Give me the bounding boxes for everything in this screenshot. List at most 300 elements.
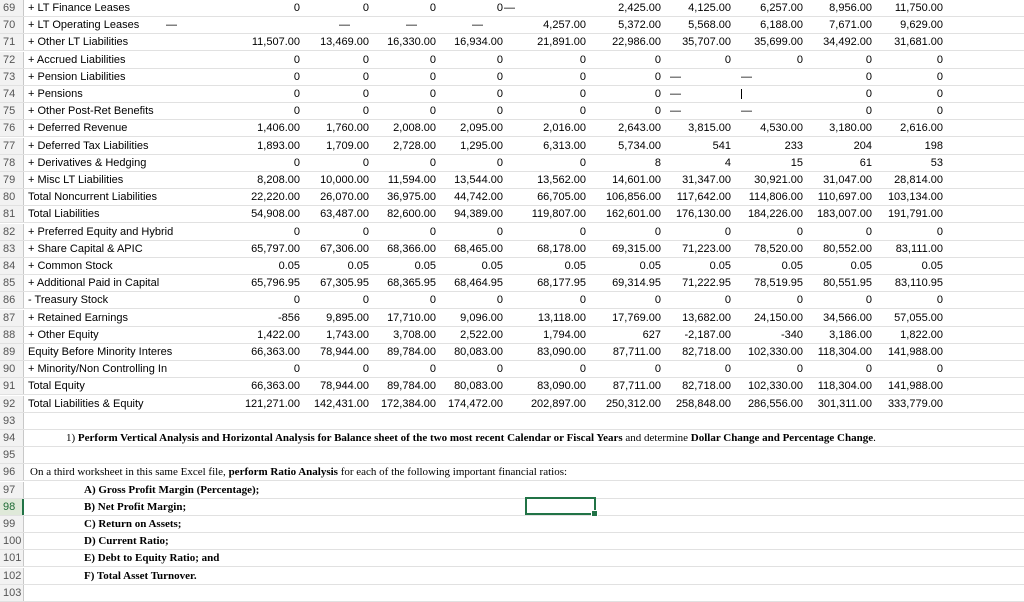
value-cell[interactable]: 67,306.00 bbox=[320, 242, 369, 255]
value-cell[interactable]: 89,784.00 bbox=[387, 346, 436, 358]
value-cell[interactable]: 0 bbox=[362, 294, 369, 307]
value-cell[interactable]: 80,552.00 bbox=[823, 242, 872, 255]
row-header[interactable]: 96 bbox=[0, 464, 24, 480]
row-header[interactable]: 82 bbox=[0, 224, 24, 240]
value-cell[interactable]: 0 bbox=[579, 88, 586, 100]
value-cell[interactable]: 0 bbox=[654, 225, 661, 238]
value-cell[interactable]: 0 bbox=[293, 363, 300, 376]
value-cell[interactable]: 1,406.00 bbox=[257, 122, 300, 135]
value-cell[interactable]: 11,750.00 bbox=[894, 2, 943, 14]
row-header[interactable]: 87 bbox=[0, 310, 24, 326]
value-cell[interactable]: 0.05 bbox=[781, 260, 803, 272]
row-header[interactable]: 72 bbox=[0, 52, 24, 68]
value-cell[interactable]: 63,487.00 bbox=[320, 208, 369, 221]
value-cell[interactable]: 0 bbox=[724, 294, 731, 307]
value-cell[interactable]: 0 bbox=[429, 53, 436, 66]
value-cell[interactable]: 0 bbox=[429, 294, 436, 307]
value-cell[interactable]: 0 bbox=[362, 363, 369, 376]
row-header[interactable]: 76 bbox=[0, 120, 24, 136]
value-cell[interactable]: 0 bbox=[654, 70, 661, 83]
row-header[interactable]: 100 bbox=[0, 533, 24, 549]
row-label-cell[interactable]: + LT Finance Leases bbox=[28, 2, 131, 14]
value-cell[interactable]: 3,186.00 bbox=[829, 328, 872, 341]
value-cell[interactable]: 0 bbox=[496, 53, 503, 66]
value-cell[interactable]: 9,096.00 bbox=[460, 311, 503, 324]
value-cell[interactable]: 174,472.00 bbox=[447, 397, 503, 410]
value-cell[interactable]: 183,007.00 bbox=[816, 208, 872, 221]
row-label-cell[interactable]: Equity Before Minority Interes bbox=[28, 346, 173, 358]
value-cell[interactable]: 0 bbox=[796, 53, 803, 66]
value-cell[interactable]: 2,016.00 bbox=[543, 122, 586, 135]
row-header[interactable]: 90 bbox=[0, 361, 24, 377]
value-cell[interactable]: 36,975.00 bbox=[387, 191, 436, 204]
value-cell[interactable]: 13,469.00 bbox=[320, 36, 369, 49]
value-cell[interactable]: 1,794.00 bbox=[543, 328, 586, 341]
value-cell[interactable]: 8,208.00 bbox=[257, 174, 300, 186]
row-label-cell[interactable]: + Retained Earnings bbox=[28, 311, 128, 324]
row-header[interactable]: 92 bbox=[0, 396, 24, 412]
row-header[interactable]: 78 bbox=[0, 155, 24, 171]
value-cell[interactable]: 0 bbox=[293, 294, 300, 307]
note-bold-text: Dollar Change and Percentage Change bbox=[690, 432, 874, 444]
row-header[interactable]: 91 bbox=[0, 378, 24, 394]
value-cell[interactable]: 78,519.95 bbox=[754, 277, 803, 290]
value-cell[interactable]: 35,707.00 bbox=[682, 36, 731, 49]
value-cell[interactable]: 0 bbox=[496, 225, 503, 238]
row-label-cell[interactable]: + Preferred Equity and Hybrid bbox=[28, 225, 174, 238]
selected-cell[interactable] bbox=[525, 497, 596, 515]
value-cell[interactable]: 7,671.00 bbox=[829, 19, 872, 32]
value-cell[interactable]: 0 bbox=[293, 2, 300, 14]
value-cell[interactable]: 0 bbox=[579, 156, 586, 169]
value-cell[interactable]: 0 bbox=[429, 2, 436, 14]
value-cell[interactable]: 83,110.95 bbox=[894, 277, 943, 290]
value-cell[interactable]: 0 bbox=[293, 156, 300, 169]
row-header[interactable]: 101 bbox=[0, 550, 24, 566]
value-cell[interactable]: 5,734.00 bbox=[618, 139, 661, 152]
value-cell[interactable]: 1,709.00 bbox=[326, 139, 369, 152]
value-cell[interactable]: 78,944.00 bbox=[320, 346, 369, 358]
value-cell[interactable]: 0.05 bbox=[278, 260, 300, 272]
value-cell[interactable]: 0 bbox=[496, 363, 503, 376]
value-cell[interactable]: 0 bbox=[654, 105, 661, 118]
value-cell[interactable]: 22,986.00 bbox=[612, 36, 661, 49]
value-cell[interactable]: 13,562.00 bbox=[537, 174, 586, 186]
value-cell[interactable]: 0 bbox=[865, 70, 872, 83]
value-cell[interactable]: 0.05 bbox=[414, 260, 436, 272]
value-cell[interactable]: 184,226.00 bbox=[747, 208, 803, 221]
row-header[interactable]: 95 bbox=[0, 447, 24, 463]
row-header[interactable]: 79 bbox=[0, 172, 24, 188]
value-cell[interactable]: 65,797.00 bbox=[251, 242, 300, 255]
value-cell[interactable]: 0 bbox=[796, 225, 803, 238]
value-cell[interactable]: 10,000.00 bbox=[320, 174, 369, 186]
value-cell[interactable]: 301,311.00 bbox=[817, 397, 872, 410]
sheet-row bbox=[0, 52, 1024, 69]
value-cell[interactable]: 0 bbox=[579, 363, 586, 376]
row-header[interactable]: 84 bbox=[0, 258, 24, 274]
value-cell[interactable]: 198 bbox=[924, 139, 943, 152]
value-cell[interactable]: 54,908.00 bbox=[251, 208, 300, 221]
value-cell[interactable]: 9,629.00 bbox=[900, 19, 943, 32]
value-cell[interactable]: 71,223.00 bbox=[682, 242, 731, 255]
value-cell[interactable]: 106,856.00 bbox=[605, 191, 661, 204]
value-cell[interactable]: 80,551.95 bbox=[823, 277, 872, 290]
value-cell[interactable]: 0 bbox=[362, 88, 369, 100]
value-cell[interactable]: 191,791.00 bbox=[887, 208, 943, 221]
value-cell[interactable]: 16,934.00 bbox=[454, 36, 503, 49]
value-cell[interactable]: 102,330.00 bbox=[747, 380, 803, 393]
row-header[interactable]: 85 bbox=[0, 275, 24, 291]
value-cell[interactable]: 258,848.00 bbox=[675, 397, 731, 410]
value-cell[interactable]: 34,492.00 bbox=[823, 36, 872, 49]
value-cell[interactable]: 11,594.00 bbox=[387, 174, 436, 186]
value-cell[interactable]: 8 bbox=[654, 156, 661, 169]
value-cell[interactable]: 0 bbox=[796, 294, 803, 307]
value-cell[interactable]: 541 bbox=[712, 139, 731, 152]
sheet-row bbox=[0, 447, 1024, 464]
value-cell[interactable]: 80,083.00 bbox=[454, 346, 503, 358]
value-cell[interactable]: 1,743.00 bbox=[326, 328, 369, 341]
row-header[interactable]: 77 bbox=[0, 138, 24, 154]
value-cell[interactable]: 4,530.00 bbox=[760, 122, 803, 135]
value-cell[interactable]: 14,601.00 bbox=[612, 174, 661, 186]
row-label-cell[interactable]: + Deferred Tax Liabilities bbox=[28, 139, 149, 152]
row-label-cell[interactable]: - Treasury Stock bbox=[28, 294, 109, 307]
value-cell[interactable]: 83,090.00 bbox=[537, 346, 586, 358]
row-header[interactable]: 102 bbox=[0, 568, 24, 584]
row-header[interactable]: 73 bbox=[0, 69, 24, 85]
value-cell[interactable]: 0 bbox=[429, 225, 436, 238]
value-cell[interactable]: 0 bbox=[936, 53, 943, 66]
value-cell[interactable]: 0 bbox=[865, 225, 872, 238]
row-header[interactable]: 88 bbox=[0, 327, 24, 343]
value-cell[interactable]: 0 bbox=[496, 156, 503, 169]
row-header[interactable]: 75 bbox=[0, 103, 24, 119]
value-cell[interactable]: 1,295.00 bbox=[460, 139, 503, 152]
value-cell[interactable]: 3,708.00 bbox=[393, 328, 436, 341]
sheet-row bbox=[0, 138, 1024, 155]
row-label-cell[interactable]: + Misc LT Liabilities bbox=[28, 174, 124, 186]
value-cell[interactable]: -340 bbox=[780, 328, 803, 341]
value-cell[interactable]: 0 bbox=[579, 294, 586, 307]
value-cell[interactable]: 65,796.95 bbox=[251, 277, 300, 290]
value-cell[interactable]: 2,095.00 bbox=[460, 122, 503, 135]
value-cell[interactable]: 0 bbox=[293, 105, 300, 118]
value-cell[interactable]: 2,008.00 bbox=[393, 122, 436, 135]
row-header[interactable]: 94 bbox=[0, 430, 24, 446]
value-cell[interactable]: -2,187.00 bbox=[684, 328, 731, 341]
value-cell[interactable]: 13,682.00 bbox=[682, 311, 731, 324]
value-cell[interactable]: 34,566.00 bbox=[823, 311, 872, 324]
value-cell[interactable]: 0 bbox=[936, 70, 943, 83]
value-cell[interactable]: 0 bbox=[429, 363, 436, 376]
value-cell[interactable]: 627 bbox=[642, 328, 661, 341]
value-cell[interactable]: 71,222.95 bbox=[682, 277, 731, 290]
value-cell[interactable]: 6,188.00 bbox=[760, 19, 803, 32]
value-cell[interactable]: 28,814.00 bbox=[894, 174, 943, 186]
row-label-cell[interactable]: + Minority/Non Controlling In bbox=[28, 363, 168, 376]
row-label-cell[interactable]: Total Noncurrent Liabilities bbox=[28, 191, 158, 204]
value-cell[interactable]: 0 bbox=[496, 294, 503, 307]
value-cell[interactable]: 117,642.00 bbox=[676, 191, 731, 204]
value-cell[interactable]: 0 bbox=[724, 53, 731, 66]
row-header[interactable]: 98 bbox=[0, 499, 24, 515]
row-header[interactable]: 93 bbox=[0, 413, 24, 429]
sheet-row bbox=[0, 258, 1024, 275]
value-cell[interactable]: 0 bbox=[654, 294, 661, 307]
value-cell[interactable]: 176,130.00 bbox=[675, 208, 731, 221]
row-label-cell[interactable]: + Additional Paid in Capital bbox=[28, 277, 160, 290]
sheet-row bbox=[0, 206, 1024, 223]
value-cell[interactable]: 82,718.00 bbox=[682, 380, 731, 393]
value-cell[interactable]: 67,305.95 bbox=[320, 277, 369, 290]
value-cell[interactable]: 141,988.00 bbox=[887, 380, 943, 393]
value-cell[interactable]: 11,507.00 bbox=[251, 36, 300, 49]
row-header[interactable]: 69 bbox=[0, 0, 24, 16]
value-cell[interactable]: 68,366.00 bbox=[387, 242, 436, 255]
value-cell[interactable]: 78,520.00 bbox=[754, 242, 803, 255]
value-cell[interactable]: 87,711.00 bbox=[612, 346, 661, 358]
value-cell[interactable]: 6,313.00 bbox=[543, 139, 586, 152]
value-cell[interactable]: 0 bbox=[496, 70, 503, 83]
value-cell[interactable]: 66,363.00 bbox=[251, 380, 300, 393]
value-cell[interactable]: 0 bbox=[362, 156, 369, 169]
value-cell[interactable]: 333,779.00 bbox=[887, 397, 943, 410]
value-cell[interactable]: 83,090.00 bbox=[537, 380, 586, 393]
row-header[interactable]: 83 bbox=[0, 241, 24, 257]
row-header[interactable]: 70 bbox=[0, 17, 24, 33]
value-cell[interactable]: 68,465.00 bbox=[454, 242, 503, 255]
value-cell[interactable]: 8,956.00 bbox=[829, 2, 872, 14]
value-cell[interactable]: 1,893.00 bbox=[257, 139, 300, 152]
value-cell[interactable]: 0 bbox=[293, 53, 300, 66]
value-cell[interactable]: 0 bbox=[429, 70, 436, 83]
value-cell[interactable]: 66,363.00 bbox=[251, 346, 300, 358]
value-cell[interactable]: 0 bbox=[496, 2, 503, 14]
value-cell[interactable]: 0 bbox=[362, 70, 369, 83]
value-cell[interactable]: 0 bbox=[429, 105, 436, 118]
value-cell[interactable]: 69,314.95 bbox=[612, 277, 661, 290]
value-cell[interactable]: 21,891.00 bbox=[537, 36, 586, 49]
row-label-cell[interactable]: + Pension Liabilities bbox=[28, 70, 126, 83]
value-cell[interactable]: 89,784.00 bbox=[387, 380, 436, 393]
row-label-cell[interactable]: Total Liabilities & Equity bbox=[28, 397, 144, 410]
value-cell[interactable]: 31,347.00 bbox=[682, 174, 731, 186]
value-cell[interactable]: 35,699.00 bbox=[754, 36, 803, 49]
value-cell[interactable]: 0.05 bbox=[709, 260, 731, 272]
row-header[interactable]: 74 bbox=[0, 86, 24, 102]
value-cell[interactable]: 2,425.00 bbox=[618, 2, 661, 14]
value-cell[interactable]: 0 bbox=[936, 363, 943, 376]
value-cell[interactable]: 119,807.00 bbox=[531, 208, 586, 221]
value-cell[interactable]: 0 bbox=[796, 363, 803, 376]
value-cell[interactable]: 53 bbox=[930, 156, 943, 169]
value-cell[interactable]: 17,769.00 bbox=[612, 311, 661, 324]
value-cell[interactable]: 0 bbox=[865, 88, 872, 100]
value-cell[interactable]: 0 bbox=[936, 88, 943, 100]
value-cell[interactable]: 0 bbox=[579, 70, 586, 83]
value-cell[interactable]: 0 bbox=[724, 363, 731, 376]
row-header[interactable]: 89 bbox=[0, 344, 24, 360]
value-cell[interactable]: 0 bbox=[936, 225, 943, 238]
value-cell[interactable]: 0 bbox=[579, 105, 586, 118]
row-label-cell[interactable]: + Other Post-Ret Benefits bbox=[28, 105, 154, 118]
value-cell[interactable]: 250,312.00 bbox=[605, 397, 661, 410]
value-cell[interactable]: 68,178.00 bbox=[537, 242, 586, 255]
value-cell[interactable]: 17,710.00 bbox=[387, 311, 436, 324]
value-cell[interactable]: 0 bbox=[865, 294, 872, 307]
value-cell[interactable]: 0 bbox=[936, 294, 943, 307]
value-cell[interactable]: 0 bbox=[293, 88, 300, 100]
value-cell[interactable]: 31,681.00 bbox=[894, 36, 943, 49]
value-cell[interactable]: 0 bbox=[724, 225, 731, 238]
value-cell[interactable]: 2,728.00 bbox=[393, 139, 436, 152]
value-cell[interactable]: 0.05 bbox=[639, 260, 661, 272]
value-cell[interactable]: 69,315.00 bbox=[612, 242, 661, 255]
value-cell[interactable]: 0.05 bbox=[564, 260, 586, 272]
value-cell[interactable]: 0 bbox=[579, 53, 586, 66]
row-header[interactable]: 86 bbox=[0, 292, 24, 308]
row-label-cell[interactable]: + Deferred Revenue bbox=[28, 122, 128, 135]
value-cell[interactable]: 15 bbox=[790, 156, 803, 169]
value-cell[interactable]: 233 bbox=[784, 139, 803, 152]
value-cell[interactable]: 0 bbox=[579, 225, 586, 238]
instruction-item-2 bbox=[30, 464, 567, 480]
row-label-cell[interactable]: + Derivatives & Hedging bbox=[28, 156, 147, 169]
value-cell[interactable]: 114,806.00 bbox=[748, 191, 803, 204]
value-cell[interactable]: 0.05 bbox=[921, 260, 943, 272]
value-cell[interactable]: 172,384.00 bbox=[380, 397, 436, 410]
value-cell[interactable]: 5,372.00 bbox=[618, 19, 661, 32]
row-header[interactable]: 97 bbox=[0, 482, 24, 498]
value-cell[interactable]: 204 bbox=[853, 139, 872, 152]
value-cell[interactable]: 0 bbox=[654, 53, 661, 66]
row-header[interactable]: 99 bbox=[0, 516, 24, 532]
value-cell[interactable]: 0 bbox=[362, 53, 369, 66]
value-cell[interactable]: 0 bbox=[865, 53, 872, 66]
value-cell[interactable]: 0 bbox=[654, 88, 661, 100]
value-cell[interactable]: 110,697.00 bbox=[817, 191, 872, 204]
value-cell[interactable]: 202,897.00 bbox=[530, 397, 586, 410]
value-cell[interactable]: 94,389.00 bbox=[454, 208, 503, 221]
value-cell[interactable]: 68,365.95 bbox=[387, 277, 436, 290]
value-cell[interactable]: 2,616.00 bbox=[900, 122, 943, 135]
value-cell[interactable]: 162,601.00 bbox=[605, 208, 661, 221]
value-cell[interactable]: 30,921.00 bbox=[754, 174, 803, 186]
value-cell[interactable]: 4,125.00 bbox=[688, 2, 731, 14]
value-cell[interactable]: 57,055.00 bbox=[894, 311, 943, 324]
value-cell[interactable]: 26,070.00 bbox=[320, 191, 369, 204]
value-cell[interactable]: 44,742.00 bbox=[454, 191, 503, 204]
row-label-cell[interactable]: + Accrued Liabilities bbox=[28, 53, 126, 66]
dash-marker: — bbox=[670, 88, 681, 100]
value-cell[interactable]: 0.05 bbox=[481, 260, 503, 272]
row-header[interactable]: 71 bbox=[0, 34, 24, 50]
value-cell[interactable]: 0 bbox=[293, 225, 300, 238]
value-cell[interactable]: 82,718.00 bbox=[682, 346, 731, 358]
value-cell[interactable]: 24,150.00 bbox=[754, 311, 803, 324]
value-cell[interactable]: 103,134.00 bbox=[887, 191, 943, 204]
value-cell[interactable]: 0 bbox=[293, 70, 300, 83]
value-cell[interactable]: 2,522.00 bbox=[460, 328, 503, 341]
value-cell[interactable]: 4,257.00 bbox=[543, 19, 586, 32]
value-cell[interactable]: 0 bbox=[362, 105, 369, 118]
value-cell[interactable]: 142,431.00 bbox=[313, 397, 369, 410]
value-cell[interactable]: 5,568.00 bbox=[688, 19, 731, 32]
value-cell[interactable]: 80,083.00 bbox=[454, 380, 503, 393]
value-cell[interactable]: 0 bbox=[429, 88, 436, 100]
value-cell[interactable]: 9,895.00 bbox=[326, 311, 369, 324]
value-cell[interactable]: 82,600.00 bbox=[387, 208, 436, 221]
row-label-cell[interactable]: + Common Stock bbox=[28, 260, 113, 272]
value-cell[interactable]: -856 bbox=[277, 311, 300, 324]
value-cell[interactable]: 121,271.00 bbox=[244, 397, 300, 410]
row-header[interactable]: 80 bbox=[0, 189, 24, 205]
value-cell[interactable]: 16,330.00 bbox=[387, 36, 436, 49]
value-cell[interactable]: 68,464.95 bbox=[454, 277, 503, 290]
value-cell[interactable]: 0 bbox=[654, 363, 661, 376]
row-header[interactable]: 103 bbox=[0, 585, 24, 601]
row-header[interactable]: 81 bbox=[0, 206, 24, 222]
value-cell[interactable]: 87,711.00 bbox=[612, 380, 661, 393]
value-cell[interactable]: 0 bbox=[865, 105, 872, 118]
value-cell[interactable]: 0 bbox=[429, 156, 436, 169]
value-cell[interactable]: 4 bbox=[724, 156, 731, 169]
value-cell[interactable]: 0 bbox=[362, 2, 369, 14]
value-cell[interactable]: 31,047.00 bbox=[823, 174, 872, 186]
value-cell[interactable]: 68,177.95 bbox=[537, 277, 586, 290]
value-cell[interactable]: 2,643.00 bbox=[618, 122, 661, 135]
value-cell[interactable]: 0 bbox=[496, 88, 503, 100]
value-cell[interactable]: 118,304.00 bbox=[817, 346, 872, 358]
row-label-cell[interactable]: + Pensions bbox=[28, 88, 83, 100]
value-cell[interactable]: 13,544.00 bbox=[454, 174, 503, 186]
value-cell[interactable]: 141,988.00 bbox=[887, 346, 943, 358]
row-label-cell[interactable]: + LT Operating Leases bbox=[28, 19, 140, 32]
value-cell[interactable]: 0 bbox=[362, 225, 369, 238]
value-cell[interactable]: 83,111.00 bbox=[895, 242, 943, 255]
value-cell[interactable]: 0 bbox=[865, 363, 872, 376]
value-cell[interactable]: 3,815.00 bbox=[688, 122, 731, 135]
value-cell[interactable]: 78,944.00 bbox=[320, 380, 369, 393]
value-cell[interactable]: 6,257.00 bbox=[760, 2, 803, 14]
value-cell[interactable]: 1,822.00 bbox=[900, 328, 943, 341]
value-cell[interactable]: 0.05 bbox=[347, 260, 369, 272]
value-cell[interactable]: 3,180.00 bbox=[829, 122, 872, 135]
row-label-cell[interactable]: + Share Capital & APIC bbox=[28, 242, 143, 255]
row-label-cell[interactable]: + Other LT Liabilities bbox=[28, 36, 129, 49]
value-cell[interactable]: 102,330.00 bbox=[747, 346, 803, 358]
value-cell[interactable]: 66,705.00 bbox=[537, 191, 586, 204]
value-cell[interactable]: 286,556.00 bbox=[747, 397, 803, 410]
value-cell[interactable]: 22,220.00 bbox=[251, 191, 300, 204]
value-cell[interactable]: 0.05 bbox=[850, 260, 872, 272]
value-cell[interactable]: 13,118.00 bbox=[537, 311, 586, 324]
value-cell[interactable]: 1,422.00 bbox=[257, 328, 300, 341]
value-cell[interactable]: 1,760.00 bbox=[326, 122, 369, 135]
row-label-cell[interactable]: Total Equity bbox=[28, 380, 85, 393]
dash-marker: — bbox=[504, 2, 515, 14]
value-cell[interactable]: 61 bbox=[859, 156, 872, 169]
value-cell[interactable]: 118,304.00 bbox=[817, 380, 872, 393]
value-cell[interactable]: 0 bbox=[936, 105, 943, 118]
row-label-cell[interactable]: Total Liabilities bbox=[28, 208, 100, 221]
value-cell[interactable]: 0 bbox=[496, 105, 503, 118]
ratio-item bbox=[84, 482, 259, 498]
note-bold-text: E) Debt to Equity Ratio; and bbox=[84, 552, 220, 565]
row-label-cell[interactable]: + Other Equity bbox=[28, 328, 99, 341]
